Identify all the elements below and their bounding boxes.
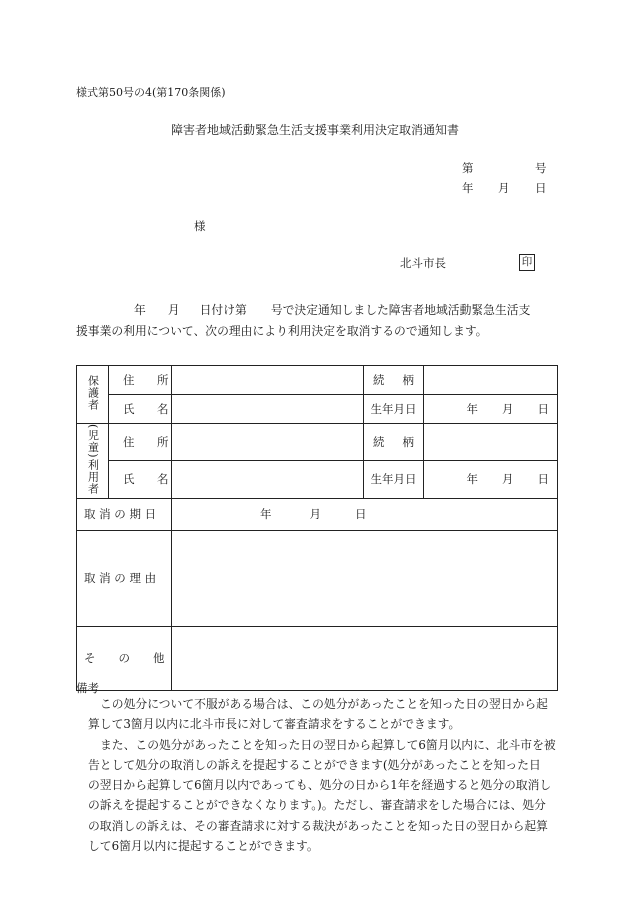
intro-line1-end: 号で決定通知しました障害者地域活動緊急生活支: [270, 303, 531, 317]
user-dob-label: 生年月日: [364, 461, 424, 498]
remarks-line: の翌日から起算して6箇月以内であっても、処分の日から1年を経過すると処分の取消し: [88, 778, 552, 793]
remarks-line: 告として処分の取消しの訴えを提起することができます(処分があったことを知った日: [88, 757, 541, 772]
intro-nen: 年: [134, 303, 146, 317]
remarks-line: の取消しの訴えは、その審査請求に対する裁決があったことを知った日の翌日から起算: [88, 818, 548, 833]
remarks-line: の訴えを提起することができなくなります。)。ただし、審査請求をした場合には、処分: [88, 798, 546, 813]
guardian-relation-label: 続 柄: [364, 366, 424, 395]
guardian-name-value: [172, 395, 364, 424]
remarks-body: [76, 694, 562, 856]
user-relation-label: 続 柄: [364, 424, 424, 461]
intro-line2: 援事業の利用について、次の理由により利用決定を取消するので通知します。: [76, 324, 488, 338]
user-name-label: 氏 名: [109, 461, 172, 498]
intro-line1-rest: 日付け第: [199, 303, 247, 317]
guardian-relation-value: [424, 366, 558, 395]
remarks-line: この処分について不服がある場合は、この処分があったことを知った日の翌日から起: [100, 697, 548, 711]
other-value: [172, 626, 558, 690]
user-relation-value: [424, 424, 558, 461]
date-nen: 年: [462, 181, 474, 195]
cancel-reason-value: [172, 530, 558, 626]
user-name-value: [172, 461, 364, 498]
info-table: [76, 365, 558, 691]
form-id: 様式第50号の4(第170条関係): [76, 86, 226, 99]
date-tsuki: 月: [498, 181, 510, 195]
remarks-line: して6箇月以内に提起することができます。: [88, 839, 319, 854]
guardian-dob-value: 年 月 日: [424, 395, 558, 424]
seal-mark: 印: [519, 254, 535, 271]
remarks-line: また、この処分があったことを知った日の翌日から起算して6箇月以内に、北斗市を被: [100, 737, 556, 752]
intro-tsuki: 月: [167, 303, 180, 317]
user-label: (児童)利用者: [86, 424, 100, 495]
guardian-label: 保護者: [86, 375, 100, 411]
user-address-value: [172, 424, 364, 461]
remarks-line: 算して3箇月以内に北斗市長に対して審査請求をすることができます。: [88, 717, 461, 732]
remarks-heading: 備考: [76, 681, 99, 695]
cancel-date-value: 年 月 日: [172, 498, 558, 530]
guardian-dob-label: 生年月日: [364, 395, 424, 424]
cancel-reason-label: 取 消 の 理 由: [77, 530, 172, 626]
guardian-address-label: 住 所: [109, 366, 172, 395]
date-hi: 日: [535, 181, 547, 195]
issuer-name: 北斗市長: [400, 256, 446, 270]
user-dob-value: 年 月 日: [424, 461, 558, 498]
other-label: そ の 他: [77, 626, 172, 690]
intro-paragraph: [76, 300, 562, 342]
ref-dai: 第: [462, 161, 474, 175]
document-title: 障害者地域活動緊急生活支援事業利用決定取消通知書: [170, 123, 459, 137]
cancel-date-label: 取 消 の 期 日: [77, 498, 172, 530]
guardian-name-label: 氏 名: [109, 395, 172, 424]
user-label-cell: [77, 424, 109, 499]
addressee-sama: 様: [194, 219, 206, 233]
guardian-address-value: [172, 366, 364, 395]
guardian-label-cell: [77, 366, 109, 424]
ref-go: 号: [535, 161, 547, 175]
user-address-label: 住 所: [109, 424, 172, 461]
